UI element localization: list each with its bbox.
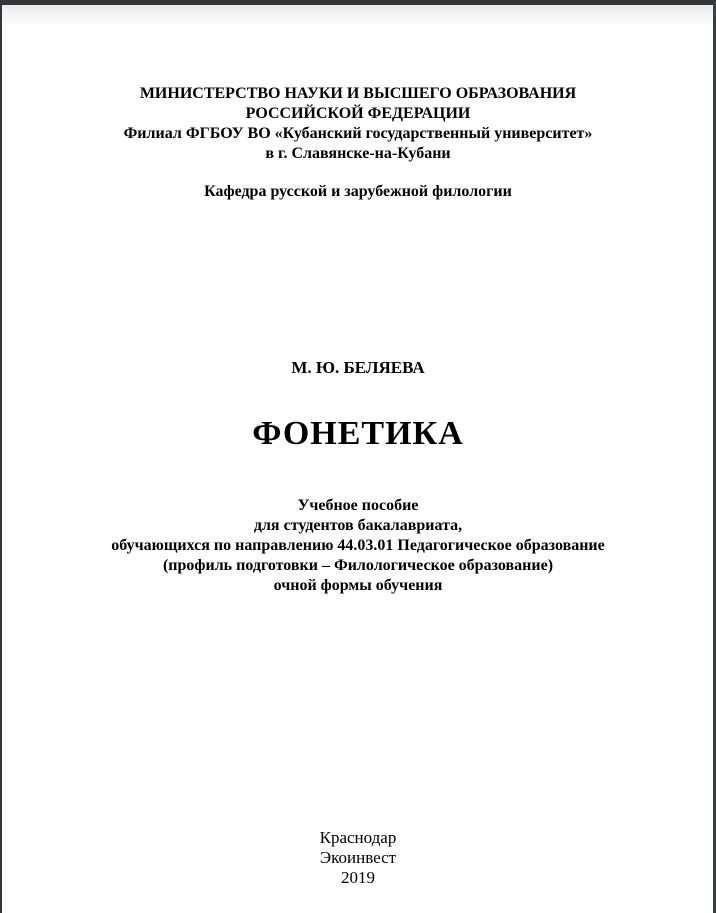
university-branch-line1: Филиал ФГБОУ ВО «Кубанский государственный университет»: [123, 125, 593, 142]
author-name: М. Ю. БЕЛЯЕВА: [291, 358, 425, 377]
imprint-year: 2019: [341, 868, 375, 887]
imprint-city: Краснодар: [319, 828, 397, 847]
department-name: Кафедра русской и зарубежной филологии: [204, 183, 512, 200]
organization-block: [0, 84, 716, 164]
book-title: ФОНЕТИКА: [252, 415, 464, 452]
ministry-name-line1: МИНИСТЕРСТВО НАУКИ И ВЫСШЕГО ОБРАЗОВАНИЯ: [139, 85, 577, 102]
subtitle-block: [0, 496, 716, 596]
university-branch-line2: в г. Славянске-на-Кубани: [265, 145, 451, 162]
imprint-publisher: Экоинвест: [319, 848, 397, 867]
viewer-top-edge: [0, 0, 716, 5]
subtitle-line: Учебное пособие: [297, 497, 419, 514]
subtitle-line: обучающихся по направлению 44.03.01 Педагогическое образование: [111, 537, 605, 554]
ministry-name-line2: РОССИЙСКОЙ ФЕДЕРАЦИИ: [245, 105, 471, 122]
viewer-left-edge: [0, 0, 2, 913]
subtitle-line: (профиль подготовки – Филологическое образование): [162, 557, 554, 574]
imprint-block: [0, 828, 716, 888]
subtitle-line: очной формы обучения: [273, 577, 443, 594]
subtitle-line: для студентов бакалавриата,: [253, 517, 463, 534]
